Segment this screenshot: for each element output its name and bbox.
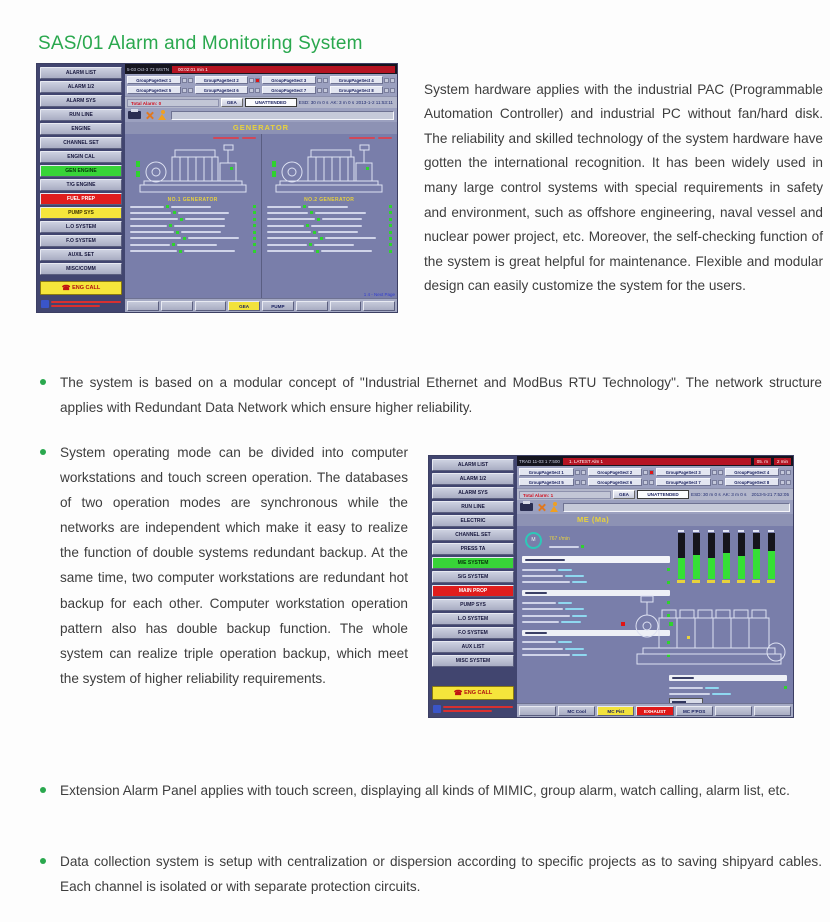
group-page-cell[interactable] [588,468,655,476]
sidebar-button[interactable]: ALARM 1/2 [40,81,122,93]
bullet-icon [40,858,46,864]
parameter-row [267,211,393,214]
parameter-row [267,224,393,227]
sidebar [37,64,125,312]
group-alarm-lamp [323,88,328,93]
group-alarm-lamp [649,480,654,485]
group-page-cell[interactable] [195,86,261,94]
sidebar-spacer [432,667,514,686]
sidebar-buttons [432,459,514,667]
group-alarm-lamp [390,88,395,93]
group-alarm-lamp [323,78,328,83]
screenshot-main-engine-page [428,455,794,718]
parameter-row [669,686,787,689]
group-page-buttons [517,466,793,488]
esd-timer: ESD: 30 m 0 s [298,100,329,105]
bottom-bar-button[interactable]: GEA [228,301,260,311]
group-status-lamp [182,78,187,83]
mimic-page-title: GENERATOR [125,122,397,134]
bullet-item [36,849,822,899]
group-status-lamp [249,78,254,83]
sidebar-button[interactable]: RUN LINE [432,501,514,513]
group-page-button[interactable]: GroupPageSect 5 [127,86,181,94]
sidebar-button[interactable]: L.O SYSTEM [40,221,122,233]
bottom-bar-button[interactable] [127,301,159,311]
title-bar [517,456,793,466]
bottom-bar-button[interactable] [296,301,328,311]
bottom-bar-button[interactable]: PUMP [262,301,294,311]
group-page-cell[interactable] [725,478,792,486]
bottom-bar-button[interactable]: MC Cool [558,706,595,716]
datetime: 2013-1-2 11:53:11 [356,100,393,105]
sidebar-button[interactable]: ENGIN CAL [40,151,122,163]
bottom-bar-button[interactable] [363,301,395,311]
group-page-cell[interactable] [656,468,723,476]
parameter-row [130,211,256,214]
exhaust-temp-bar [737,530,745,583]
vendor-logo [40,297,122,310]
ak-timer: AK: 3 m 0 s [722,492,747,497]
parameter-row [267,250,393,253]
generator-panels [125,134,397,298]
mimic-area [125,134,397,298]
engine-timer-row [549,545,584,548]
sidebar-button[interactable]: AUX LIST [432,641,514,653]
message-field [563,503,790,512]
sidebar-button[interactable]: F.O SYSTEM [40,235,122,247]
sidebar-button[interactable]: PUMP SYS [40,207,122,219]
bullet-icon [40,449,46,455]
operator-icon[interactable] [550,502,559,512]
exhaust-temp-bar [677,530,685,583]
group-alarm-lamp [718,480,723,485]
parameter-rows [669,686,787,695]
mimic-page-title: ME (Ma) [517,514,793,526]
alarm-indicator [621,622,625,626]
group-page-button[interactable]: GroupPageSect 4 [330,76,384,84]
group-status-lamp [780,470,785,475]
generator-engine-diagram [134,141,252,195]
bottom-bar-button[interactable]: MC Pist [597,706,634,716]
parameter-row [267,231,393,234]
sidebar-button[interactable]: RUN LINE [40,109,122,121]
parameter-row [130,218,256,221]
group-page-button[interactable]: GroupPageSect 2 [588,468,643,476]
bottom-button-bar [517,703,793,717]
group-page-button[interactable]: GroupPageSect 5 [519,478,574,486]
main-column [517,456,793,717]
parameter-row [267,237,393,240]
sidebar [429,456,517,717]
parameter-row [669,692,787,695]
group-alarm-lamp [390,78,395,83]
bullet-icon [40,379,46,385]
toolbar [517,500,793,514]
group-page-button[interactable]: GroupPageSect 6 [588,478,643,486]
parameter-row [267,218,393,221]
group-status-lamp [575,470,580,475]
group-page-cell[interactable] [519,478,586,486]
group-alarm-lamp [255,88,260,93]
total-alarm-field: Total Alarm: 0 [127,99,219,107]
selected-row[interactable] [522,556,670,563]
generator-name: NO.2 GENERATOR [304,197,355,203]
sidebar-button[interactable]: CHANNEL SET [432,529,514,541]
generator-parameter-rows [130,205,256,253]
bullet-text: System operating mode can be divided into computer workstations and touch screen operation. The databases of two operation modes are synchronous while the networks are independent which make it easy to realize the function of double systems redundant backup. At the same time, two computer workstations are redundant hot backup for each other. Computer workstation operation pattern also has double backup function. The whole system can realize triple operation backup, which meet the system of higher reliability requirements. [60,445,408,686]
parameter-row [130,250,256,253]
unattended-button[interactable]: UNATTENDED [637,490,689,499]
phone-icon: ☎ [61,285,71,292]
intro-paragraph: System hardware applies with the industrial PAC (Programmable Automation Controller) and industrial PC without fan/hard disk. The reliability and skilled technology of the system hardware have gotten the international recognition. It has been widely used in many large control systems with special requirements in safety and environment, such as offshore engineering, naval vessel and nuclear power project, etc. Moreover, the self-checking function of the system is great helpful for maintenance. Flexible and modular design can easily customize the system for the users. [424,81,823,294]
group-page-button[interactable]: GroupPageSect 4 [725,468,780,476]
page-title: SAS/01 Alarm and Monitoring System [38,32,363,54]
group-alarm-lamp [786,480,791,485]
group-status-lamp [643,480,648,485]
group-page-cell[interactable] [127,76,193,84]
gea-button[interactable]: GEA [613,490,635,499]
sidebar-button[interactable]: AUXIL SET [40,249,122,261]
group-page-button[interactable]: GroupPageSect 8 [330,86,384,94]
group-status-lamp [575,480,580,485]
sidebar-button[interactable]: ALARM LIST [432,459,514,471]
bottom-bar-button[interactable]: MC P'POS [676,706,713,716]
group-alarm-lamp [255,78,260,83]
parameter-row [130,237,256,240]
sidebar-button[interactable]: MISC SYSTEM [432,655,514,667]
esd-timer: ESD: 30 m 0 s [691,492,721,497]
message-field [171,111,394,120]
sidebar-button[interactable]: ENGINE [40,123,122,135]
group-page-buttons [125,74,397,96]
sidebar-button[interactable]: M/E SYSTEM [432,557,514,569]
group-page-button[interactable]: GroupPageSect 7 [262,86,316,94]
mimic-area [517,526,793,703]
group-page-cell[interactable] [262,76,328,84]
group-status-lamp [317,78,322,83]
bullet-text: Data collection system is setup with centralization or dispersion according to specific projects as to saving shipyard cables. Each channel is isolated or with separate protection circuits. [60,854,822,894]
group-alarm-lamp [581,470,586,475]
main-engine-diagram [629,592,789,672]
group-page-button[interactable]: GroupPageSect 3 [656,468,711,476]
eng-call-button[interactable]: ☎ ENG CALL [432,686,514,700]
bottom-button-bar [125,298,397,312]
engine-status-labels [267,137,393,140]
sidebar-buttons [40,67,122,275]
group-alarm-lamp [188,78,193,83]
sidebar-button[interactable]: F.O SYSTEM [432,627,514,639]
group-page-button[interactable]: GroupPageSect 6 [195,86,249,94]
bottom-bar-button[interactable] [330,301,362,311]
group-status-lamp [249,88,254,93]
bottom-bar-button[interactable]: EXHAUST [636,706,673,716]
rpm-readout: 767 r/min [549,536,570,542]
group-page-button[interactable]: GroupPageSect 3 [262,76,316,84]
sidebar-button[interactable]: GEN ENGINE [40,165,122,177]
next-page-label[interactable]: 1 4 - Next Page [363,292,395,297]
sidebar-button[interactable]: ALARM SYS [40,95,122,107]
group-status-lamp [182,88,187,93]
group-alarm-lamp [188,88,193,93]
alarm-cell: 05. m [754,458,771,465]
exhaust-temp-bar [767,530,775,583]
parameter-row [130,243,256,246]
bottom-bar-button[interactable] [161,301,193,311]
group-alarm-lamp [718,470,723,475]
generator-section [125,134,262,298]
group-alarm-lamp [786,470,791,475]
tc-section [669,672,787,703]
group-status-lamp [643,470,648,475]
group-page-cell[interactable] [127,86,193,94]
parameter-row [522,568,670,571]
sidebar-button[interactable]: ALARM SYS [432,487,514,499]
total-alarm-field: Total Alarm: 1 [519,491,611,499]
group-page-cell[interactable] [262,86,328,94]
parameter-row [130,224,256,227]
parameter-rows [522,568,670,584]
sidebar-button[interactable]: PRESS TA [432,543,514,555]
exhaust-temp-bar [752,530,760,583]
alarm-cell: 2 min [774,458,791,465]
group-status-lamp [712,480,717,485]
group-status-lamp [384,88,389,93]
toolbar [125,108,397,122]
datetime: 2013-5-21 7:52:05 [751,492,789,497]
sidebar-button[interactable]: T/G ENGINE [40,179,122,191]
exhaust-temp-bars [677,530,775,583]
bullet-item [36,440,408,691]
vendor-logo [432,702,514,715]
group-page-button[interactable]: GroupPageSect 2 [195,76,249,84]
generator-name: NO.1 GENERATOR [167,197,218,203]
value-box [669,698,703,703]
engine-status-labels [130,137,256,140]
operator-icon[interactable] [158,110,167,120]
gea-button[interactable]: GEA [221,98,243,107]
group-status-lamp [317,88,322,93]
group-alarm-lamp [581,480,586,485]
alarm-banner: 1. LATEST Alm 1 [563,458,751,465]
group-status-lamp [384,78,389,83]
group-page-cell[interactable] [656,478,723,486]
parameter-row [130,231,256,234]
sidebar-button[interactable]: L.O SYSTEM [432,613,514,625]
tools-icon[interactable] [537,503,546,512]
status-row [125,96,397,108]
phone-icon: ☎ [453,690,463,697]
section-header [669,675,787,681]
group-page-button[interactable]: GroupPageSect 1 [127,76,181,84]
ak-timer: AK: 3 m 0 s [330,100,355,105]
group-page-cell[interactable] [725,468,792,476]
generator-parameter-rows [267,205,393,253]
bullet-text: Extension Alarm Panel applies with touch screen, displaying all kinds of MIMIC, group alarm, watch calling, alarm list, etc. [60,783,790,798]
group-page-cell[interactable] [195,76,261,84]
sidebar-button[interactable]: FUEL PREP [40,193,122,205]
group-page-cell[interactable] [330,76,396,84]
bullet-icon [40,787,46,793]
sidebar-button[interactable]: S/G SYSTEM [432,571,514,583]
exhaust-temp-bar [722,530,730,583]
status-row [517,488,793,500]
sidebar-button[interactable]: CHANNEL SET [40,137,122,149]
parameter-row [267,205,393,208]
exhaust-temp-bar [707,530,715,583]
group-page-cell[interactable] [519,468,586,476]
bottom-bar-button[interactable] [715,706,752,716]
printer-icon[interactable] [128,111,141,119]
main-column [125,64,397,312]
sidebar-button[interactable]: ELECTRIC [432,515,514,527]
workstation-label: 5-03 Oct-3 73 WSTN [127,66,170,72]
bullet-text: The system is based on a modular concept of "Industrial Ethernet and ModBus RTU Technology". The network structure applies with Redundant Data Network which ensure higher reliability. [60,375,822,415]
bottom-bar-button[interactable] [195,301,227,311]
workstation-label: TRAD 11-03 1 7:500 [519,458,560,464]
bullet-item [36,370,822,420]
parameter-row [267,243,393,246]
sidebar-button[interactable]: MAIN PROP [432,585,514,597]
group-status-lamp [780,480,785,485]
printer-icon[interactable] [520,503,533,511]
logo-icon [41,300,49,308]
rpm-gauge-icon: M [525,532,542,549]
group-alarm-lamp [649,470,654,475]
group-status-lamp [712,470,717,475]
sidebar-button[interactable]: PUMP SYS [432,599,514,611]
tools-icon[interactable] [145,111,154,120]
sidebar-button[interactable]: ALARM 1/2 [432,473,514,485]
group-page-button[interactable]: GroupPageSect 8 [725,478,780,486]
title-bar [125,64,397,74]
sidebar-button[interactable]: MISC/COMM [40,263,122,275]
exhaust-temp-bar [692,530,700,583]
eng-call-button[interactable]: ☎ ENG CALL [40,281,122,295]
group-page-button[interactable]: GroupPageSect 7 [656,478,711,486]
sidebar-button[interactable]: ALARM LIST [40,67,122,79]
logo-icon [433,705,441,713]
group-page-button[interactable]: GroupPageSect 1 [519,468,574,476]
alarm-banner: 00:02:01 min 1 [172,66,395,73]
bottom-bar-button[interactable] [754,706,791,716]
generator-section [262,134,398,298]
parameter-row [522,581,670,584]
screenshot-generator-page [36,63,398,313]
bullet-item [36,778,822,803]
parameter-row [522,575,670,578]
bottom-bar-button[interactable] [519,706,556,716]
parameter-row [130,205,256,208]
group-page-cell[interactable] [588,478,655,486]
unattended-button[interactable]: UNATTENDED [245,98,297,107]
generator-engine-diagram [270,141,388,195]
group-page-cell[interactable] [330,86,396,94]
